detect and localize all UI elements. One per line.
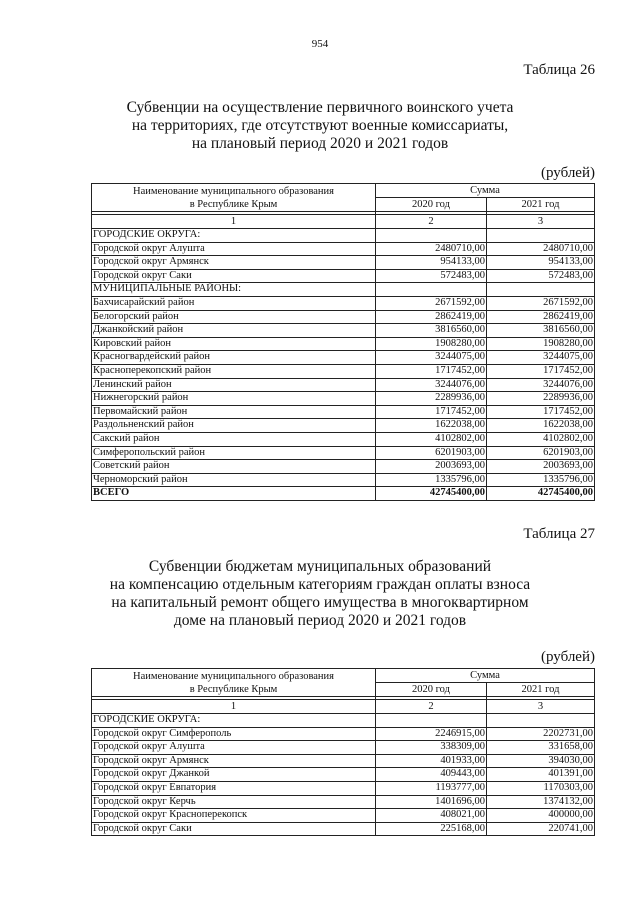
table-row: [92, 419, 595, 433]
sum-2021-cell: [487, 229, 595, 243]
table-row: [92, 822, 595, 836]
table-26-heading: [0, 99, 640, 153]
sum-2021-cell: 2003693,00: [487, 460, 595, 474]
sum-2020-cell: 2246915,00: [376, 727, 487, 741]
municipality-cell: Красногвардейский район: [92, 351, 376, 365]
table-row: [92, 405, 595, 419]
table-26-label: Таблица 26: [523, 62, 595, 78]
sum-2021-cell: 401391,00: [487, 768, 595, 782]
municipality-cell: Симферопольский район: [92, 446, 376, 460]
sum-2021-cell: 1374132,00: [487, 795, 595, 809]
sum-2021-cell: [487, 283, 595, 297]
municipality-cell: ВСЕГО: [92, 487, 376, 501]
municipality-cell: Черноморский район: [92, 473, 376, 487]
sum-header: Сумма: [376, 184, 595, 198]
sum-2020-cell: 4102802,00: [376, 432, 487, 446]
municipality-cell: Городской округ Джанкой: [92, 768, 376, 782]
sum-2020-cell: 3816560,00: [376, 324, 487, 338]
municipality-cell: МУНИЦИПАЛЬНЫЕ РАЙОНЫ:: [92, 283, 376, 297]
sum-2021-cell: 2671592,00: [487, 296, 595, 310]
column-number: 2: [376, 700, 487, 714]
sum-2020-cell: 408021,00: [376, 809, 487, 823]
municipality-cell: Белогорский район: [92, 310, 376, 324]
sum-2020-cell: 6201903,00: [376, 446, 487, 460]
sum-2021-cell: 572483,00: [487, 269, 595, 283]
municipality-cell: Городской округ Саки: [92, 822, 376, 836]
municipality-cell: Городской округ Керчь: [92, 795, 376, 809]
table-row: [92, 351, 595, 365]
column-number: 1: [92, 700, 376, 714]
sum-2020-cell: 2480710,00: [376, 242, 487, 256]
sum-2020-cell: 2289936,00: [376, 392, 487, 406]
sum-2020-cell: 954133,00: [376, 256, 487, 270]
table-27-body: [92, 669, 595, 836]
heading-line: на капитальный ремонт общего имущества в многоквартирном: [111, 594, 529, 611]
sum-2021-cell: 1335796,00: [487, 473, 595, 487]
sum-2020-cell: [376, 283, 487, 297]
column-number: 1: [92, 215, 376, 229]
column-number: 3: [487, 700, 595, 714]
sum-2021-cell: 2480710,00: [487, 242, 595, 256]
heading-line: Субвенции бюджетам муниципальных образований: [148, 558, 492, 575]
municipality-cell: Красноперекопский район: [92, 364, 376, 378]
sum-2020-cell: 401933,00: [376, 754, 487, 768]
municipality-cell: Городской округ Армянск: [92, 754, 376, 768]
sum-2021-cell: 394030,00: [487, 754, 595, 768]
table-row: [92, 768, 595, 782]
municipality-cell: Первомайский район: [92, 405, 376, 419]
sum-2021-cell: 4102802,00: [487, 432, 595, 446]
table-row: [92, 714, 595, 728]
sum-2020-cell: 1401696,00: [376, 795, 487, 809]
table-26: [91, 183, 595, 501]
sum-2020-cell: [376, 229, 487, 243]
municipality-cell: Городской округ Евпатория: [92, 781, 376, 795]
sum-2020-cell: 2862419,00: [376, 310, 487, 324]
sum-2021-cell: 2862419,00: [487, 310, 595, 324]
sum-2021-cell: 331658,00: [487, 741, 595, 755]
sum-2021-cell: 2289936,00: [487, 392, 595, 406]
table-row: [92, 337, 595, 351]
sum-2020-cell: 42745400,00: [376, 487, 487, 501]
table-row: [92, 460, 595, 474]
column-number-row: [92, 700, 595, 714]
sum-2021-cell: 220741,00: [487, 822, 595, 836]
municipality-cell: Городской округ Алушта: [92, 741, 376, 755]
municipality-cell: Раздольненский район: [92, 419, 376, 433]
sum-2020-cell: 2003693,00: [376, 460, 487, 474]
table-row: [92, 256, 595, 270]
sum-2021-cell: 400000,00: [487, 809, 595, 823]
sum-2021-cell: [487, 714, 595, 728]
column-number-row: [92, 215, 595, 229]
heading-line: Субвенции на осуществление первичного воинского учета: [126, 99, 514, 116]
municipality-cell: Кировский район: [92, 337, 376, 351]
table-27-units: (рублей): [540, 649, 595, 665]
table-row: [92, 242, 595, 256]
table-row: [92, 781, 595, 795]
sum-2021-cell: 1717452,00: [487, 364, 595, 378]
sum-2020-cell: 3244076,00: [376, 378, 487, 392]
municipality-cell: Бахчисарайский район: [92, 296, 376, 310]
sum-header: Сумма: [376, 669, 595, 683]
col-name-header: [92, 669, 376, 697]
municipality-cell: Городской округ Армянск: [92, 256, 376, 270]
table-row: [92, 229, 595, 243]
sum-2020-cell: 1717452,00: [376, 364, 487, 378]
table-row: [92, 727, 595, 741]
table-27-heading: [0, 558, 640, 630]
sum-2021-cell: 1622038,00: [487, 419, 595, 433]
sum-2021-cell: 3244076,00: [487, 378, 595, 392]
sum-2020-cell: 3244075,00: [376, 351, 487, 365]
table-row: [92, 378, 595, 392]
year1-header: 2020 год: [376, 198, 487, 212]
column-number: 3: [487, 215, 595, 229]
sum-2021-cell: 1717452,00: [487, 405, 595, 419]
table-row: [92, 364, 595, 378]
sum-2021-cell: 42745400,00: [487, 487, 595, 501]
heading-line: на компенсацию отдельным категориям граждан оплаты взноса: [109, 576, 531, 593]
column-number: 2: [376, 215, 487, 229]
table-row: [92, 310, 595, 324]
year1-header: 2020 год: [376, 683, 487, 697]
heading-line: на плановый период 2020 и 2021 годов: [191, 135, 449, 152]
municipality-cell: Городской округ Красноперекопск: [92, 809, 376, 823]
sum-2021-cell: 1908280,00: [487, 337, 595, 351]
sum-2020-cell: 225168,00: [376, 822, 487, 836]
col-name-header-line: Наименование муниципального образования: [133, 670, 334, 682]
table-row: [92, 741, 595, 755]
col-name-header-line: Наименование муниципального образования: [133, 185, 334, 197]
sum-2020-cell: 1193777,00: [376, 781, 487, 795]
sum-2021-cell: 3244075,00: [487, 351, 595, 365]
sum-2020-cell: 1717452,00: [376, 405, 487, 419]
municipality-cell: Джанкойский район: [92, 324, 376, 338]
sum-2021-cell: 1170303,00: [487, 781, 595, 795]
table-27: [91, 668, 595, 836]
municipality-cell: Городской округ Симферополь: [92, 727, 376, 741]
sum-2020-cell: 1622038,00: [376, 419, 487, 433]
table-row: [92, 324, 595, 338]
table-row: [92, 446, 595, 460]
table-row: [92, 432, 595, 446]
year2-header: 2021 год: [487, 683, 595, 697]
col-name-header: [92, 184, 376, 212]
sum-2020-cell: 1335796,00: [376, 473, 487, 487]
sum-2020-cell: 1908280,00: [376, 337, 487, 351]
table-row: [92, 296, 595, 310]
heading-line: доме на плановый период 2020 и 2021 годов: [173, 612, 467, 629]
municipality-cell: ГОРОДСКИЕ ОКРУГА:: [92, 229, 376, 243]
col-name-header-line: в Республике Крым: [189, 198, 278, 210]
municipality-cell: Сакский район: [92, 432, 376, 446]
sum-2021-cell: 954133,00: [487, 256, 595, 270]
table-26-body: [92, 184, 595, 501]
municipality-cell: ГОРОДСКИЕ ОКРУГА:: [92, 714, 376, 728]
col-name-header-line: в Республике Крым: [189, 683, 278, 695]
table-27-label: Таблица 27: [523, 526, 595, 542]
page-number: 954: [311, 38, 329, 50]
table-row: [92, 283, 595, 297]
table-row: [92, 809, 595, 823]
sum-2020-cell: 409443,00: [376, 768, 487, 782]
sum-2020-cell: [376, 714, 487, 728]
table-row: [92, 473, 595, 487]
municipality-cell: Нижнегорский район: [92, 392, 376, 406]
header-row: [92, 669, 595, 683]
table-row: [92, 269, 595, 283]
header-row: [92, 184, 595, 198]
table-row: [92, 754, 595, 768]
municipality-cell: Городской округ Саки: [92, 269, 376, 283]
sum-2020-cell: 572483,00: [376, 269, 487, 283]
sum-2020-cell: 2671592,00: [376, 296, 487, 310]
municipality-cell: Городской округ Алушта: [92, 242, 376, 256]
table-row: [92, 795, 595, 809]
year2-header: 2021 год: [487, 198, 595, 212]
sum-2021-cell: 6201903,00: [487, 446, 595, 460]
municipality-cell: Ленинский район: [92, 378, 376, 392]
sum-2021-cell: 3816560,00: [487, 324, 595, 338]
municipality-cell: Советский район: [92, 460, 376, 474]
total-row: [92, 487, 595, 501]
sum-2021-cell: 2202731,00: [487, 727, 595, 741]
table-row: [92, 392, 595, 406]
sum-2020-cell: 338309,00: [376, 741, 487, 755]
heading-line: на территориях, где отсутствуют военные комиссариаты,: [131, 117, 509, 134]
table-26-units: (рублей): [540, 165, 595, 181]
